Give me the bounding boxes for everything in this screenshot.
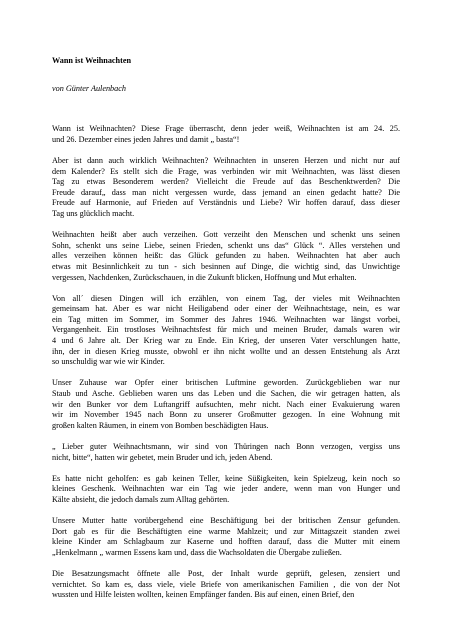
- text-line: 4 und 6 Jahre alt. Der Krieg war zu Ende. Ein Krieg, der unseren Vater verschlungen hatte,: [52, 336, 400, 346]
- document-page: [52, 56, 400, 612]
- text-line: so unschuldig war wie wir Kinder.: [52, 357, 165, 367]
- paragraph: [52, 124, 400, 145]
- paragraph: [52, 378, 400, 431]
- text-line: etwas mit Besinnlichkeit zu tun - sich besinnen auf Dinge, die wichtig sind, das Unwichtige: [52, 261, 400, 271]
- paragraph: [52, 516, 400, 558]
- text-line: Staub und Asche. Geblieben waren uns das Leben und die Sachen, die wir getragen hatten, als: [52, 389, 400, 399]
- text-line: Unsere Mutter hatte vorübergehend eine Beschäftigung bei der britischen Zensur gefunden.: [52, 516, 400, 526]
- text-line: Es hatte nicht geholfen: es gab keinen Teller, keine Süßigkeiten, kein Spielzeug, kein noch so: [52, 473, 400, 483]
- text-line: Vergangenheit. Ein trostloses Weihnachtsfest für mich und meinen Bruder, damals waren wir: [52, 325, 400, 335]
- paragraph: [52, 156, 400, 220]
- document-author: von Günter Aulenbach: [52, 83, 126, 93]
- text-line: Dort gab es für die Beschäftigten eine warme Mahlzeit; und zur Mittagszeit standen zwei: [52, 526, 400, 536]
- text-line: Von all´ diesen Dingen will ich erzählen, von einem Tag, der vieles mit Weihnachten: [52, 293, 400, 303]
- text-line: alles verzeihen können heißt: das Glück gefunden zu haben. Weihnachten hat aber auch: [52, 251, 400, 261]
- text-line: Aber ist dann auch wirklich Weihnachten? Weihnachten in unseren Herzen und nicht nur auf: [52, 155, 400, 165]
- text-line: ihn, der in diesen Krieg musste, obwohl er ihn nicht wollte und an dessen Entstehung als Arzt: [52, 346, 400, 356]
- text-line: kleine Kinder am Schlagbaum zur Kaserne und hofften darauf, dass die Mutter mit einem: [52, 537, 400, 547]
- text-line: wir im November 1945 nach Bonn zu unserer Großmutter gezogen. In eine Wohnung mit: [52, 410, 400, 420]
- text-line: Unser Zuhause war Opfer einer britischen Luftmine geworden. Zurückgeblieben war nur: [52, 378, 400, 388]
- text-line: wussten und Hilfe leisten wollten, keinen Empfänger fanden. Bis auf einen, einen Brief, den: [52, 590, 355, 600]
- text-line: Tag uns glücklich macht.: [52, 208, 135, 218]
- paragraph: [52, 442, 400, 463]
- text-line: vernichtet. So kam es, dass viele, viele Briefe von amerikanischen Familien , die von der Not: [52, 579, 400, 589]
- text-line: Wann ist Weihnachten? Diese Frage überrascht, denn jeder weiß, Weihnachten ist am 24. 25.: [52, 124, 400, 134]
- paragraph: [52, 474, 400, 506]
- text-line: Freude darauf„ dass man nicht vergessen wurde, dass jemand an einen gedacht hatte? Die: [52, 187, 400, 197]
- text-line: Freude auf Harmonie, auf Frieden auf Verständnis und Liebe? Wir hoffen darauf, dass dieser: [52, 198, 400, 208]
- text-line: ein Tag mitten im Sommer, im Sommer des Jahres 1946. Weihnachten war längst vorbei,: [52, 314, 400, 324]
- text-line: und 26. Dezember eines jeden Jahres und damit „ basta“!: [52, 134, 240, 144]
- text-line: kleines Geschenk. Weihnachten war ein Tag wie jeder andere, wenn man von Hunger und: [52, 484, 400, 494]
- text-line: gemeinsam hat. Aber es war nicht Heiligabend oder einer der Weihnachtstage, nein, es war: [52, 304, 400, 314]
- text-line: „ Lieber guter Weihnachtsmann, wir sind von Thüringen nach Bonn verzogen, vergiss uns: [52, 442, 400, 451]
- text-line: großen kalten Räumen, in einem von Bomben beschädigten Haus.: [52, 420, 269, 430]
- text-line: nicht, bitte“, hatten wir gebetet, mein Bruder und ich, jeden Abend.: [52, 452, 273, 462]
- paragraph: [52, 230, 400, 283]
- document-title: Wann ist Weihnachten: [52, 56, 132, 65]
- text-line: vergessen, Nachdenken, Zurückschauen, in die Zukunft blicken, Hoffnung und Mut erhalten.: [52, 272, 357, 282]
- text-line: Kälte absieht, die jedoch damals zum Alltag gehörten.: [52, 494, 230, 504]
- text-line: dem Kalender? Es stellt sich die Frage, was verbinden wir mit Weihnachten, was lässt diesen: [52, 166, 400, 176]
- text-line: Tag zu etwas Besonderem werden? Vielleicht die Freude auf das Beschenktwerden? Die: [52, 177, 400, 187]
- paragraph: [52, 569, 400, 601]
- text-line: Die Besatzungsmacht öffnete alle Post, der Inhalt wurde geprüft, gelesen, zensiert und: [52, 569, 400, 579]
- paragraph: [52, 294, 400, 368]
- document-body: [52, 124, 400, 601]
- text-line: „Henkelmann „ warmen Essens kam und, dass die Wachsoldaten die Übergabe zuließen.: [52, 547, 342, 557]
- text-line: Weihnachten heißt aber auch verzeihen. Gott verzeiht den Menschen und schenkt uns seinen: [52, 230, 400, 240]
- text-line: Sohn, schenkt uns seine Liebe, seinen Frieden, schenkt uns das“ Glück “. Alles verstehen und: [52, 240, 400, 250]
- text-line: wir den Bunker vor dem Luftangriff aufsuchten, mehr nicht. Nach einer Evakuierung waren: [52, 399, 400, 409]
